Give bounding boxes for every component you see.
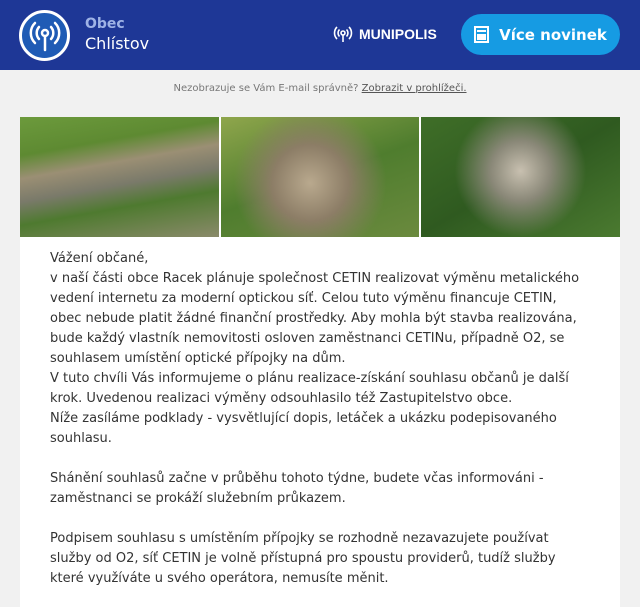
more-news-button[interactable] bbox=[461, 14, 620, 55]
text-line: obec nebude platit žádné finanční prostředky. Aby mohla být stavba realizována, bbox=[50, 311, 577, 326]
town-prefix: Obec bbox=[85, 16, 125, 32]
text-line: zaměstnanci se prokáží služebním průkazem. bbox=[50, 491, 346, 506]
text-line: v naší části obce Racek plánuje společnost CETIN realizovat výměnu metalického bbox=[50, 271, 580, 286]
text-line: Shánění souhlasů začne v průběhu tohoto týdne, budete včas informováni - bbox=[50, 471, 544, 486]
town-name: Chlístov bbox=[85, 34, 150, 53]
email-content bbox=[20, 117, 620, 607]
paragraph bbox=[50, 249, 590, 449]
header bbox=[0, 0, 640, 70]
text-line: služby od O2, síť CETIN je volně přístupná pro spoustu providerů, tudíž služby bbox=[50, 551, 556, 566]
paragraph bbox=[50, 469, 590, 509]
text-line: vedení internetu za moderní optickou síť. Celou tuto výměnu financuje CETIN, bbox=[50, 291, 557, 306]
more-news-label: Více novinek bbox=[499, 25, 607, 44]
munipolis-brand[interactable] bbox=[333, 24, 437, 44]
message-body bbox=[20, 237, 620, 589]
text-line: krok. Uvedenou realizaci výměny odsouhlasilo též Zastupitelstvo obce. bbox=[50, 391, 513, 406]
aerial-photo-1 bbox=[20, 117, 219, 237]
notice-text: Nezobrazuje se Vám E-mail správně? bbox=[173, 83, 359, 94]
text-line: Podpisem souhlasu s umístěním přípojky se rozhodně nezavazujete používat bbox=[50, 531, 549, 546]
paragraph bbox=[50, 529, 590, 589]
municipality-logo-icon bbox=[19, 10, 70, 61]
browser-view-notice bbox=[0, 70, 640, 117]
text-line: V tuto chvíli Vás informujeme o plánu realizace-získání souhlasu občanů je další bbox=[50, 371, 569, 386]
newspaper-icon bbox=[474, 26, 489, 43]
aerial-photo-3 bbox=[421, 117, 620, 237]
aerial-photo-2 bbox=[221, 117, 420, 237]
text-line: souhlasem umístění optické přípojky na dům. bbox=[50, 351, 346, 366]
municipality-name bbox=[85, 16, 149, 55]
text-line: souhlasu. bbox=[50, 431, 112, 446]
text-line: bude každý vlastník nemovitosti osloven zaměstnanci CETINu, případně O2, se bbox=[50, 331, 565, 346]
view-in-browser-link[interactable]: Zobrazit v prohlížeči. bbox=[361, 83, 467, 94]
text-line: které využíváte u svého operátora, nemusíte měnit. bbox=[50, 571, 389, 586]
photo-strip bbox=[20, 117, 620, 237]
text-line: Níže zasíláme podklady - vysvětlující dopis, letáček a ukázku podepisovaného bbox=[50, 411, 557, 426]
text-line: Vážení občané, bbox=[50, 251, 149, 266]
brand-label: MUNIPOLIS bbox=[359, 26, 437, 42]
broadcast-icon bbox=[333, 24, 353, 44]
